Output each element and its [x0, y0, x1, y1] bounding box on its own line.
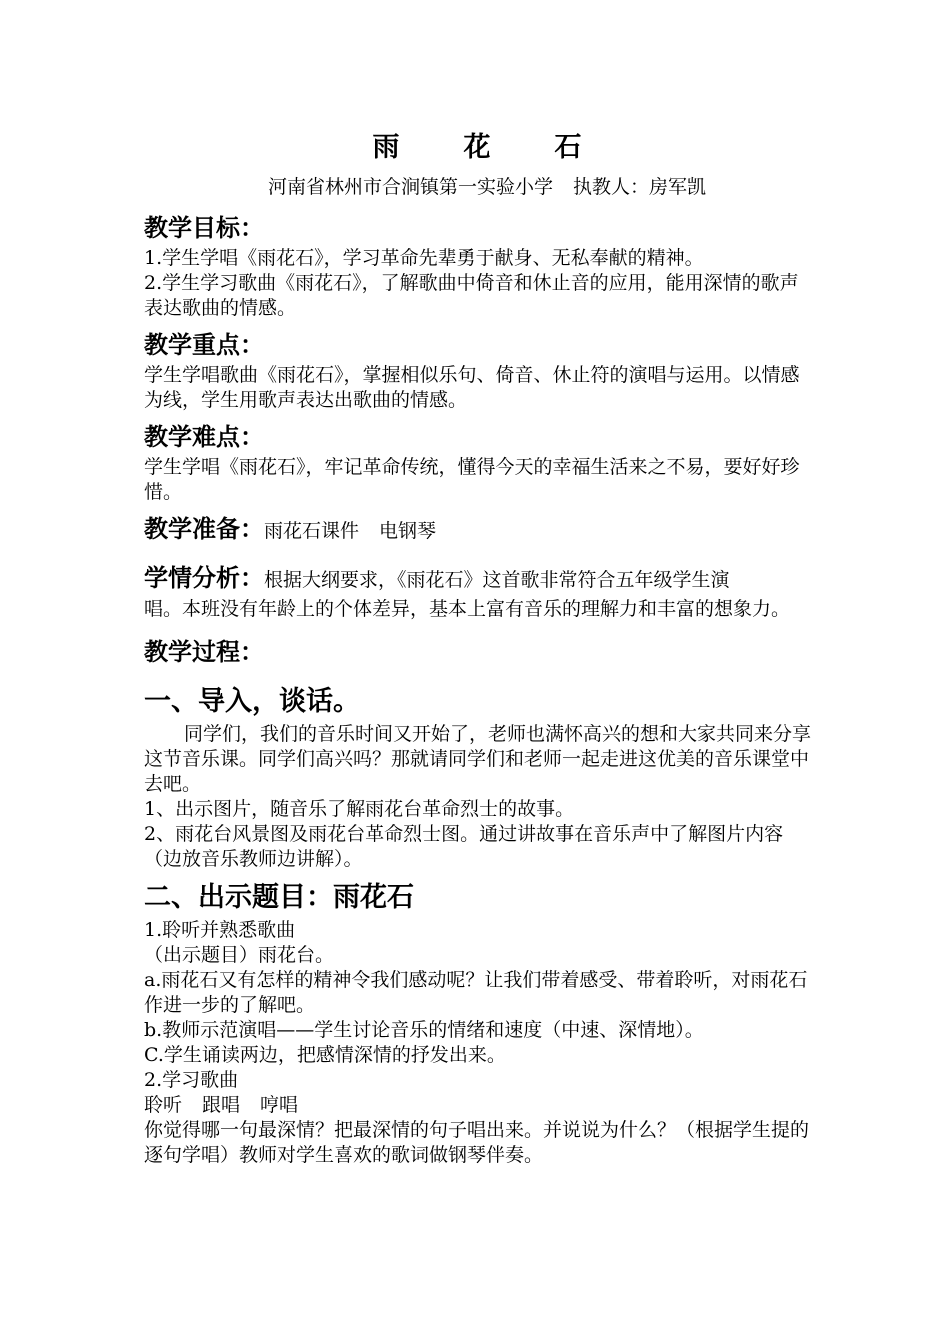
difficulty-heading: 教学难点： [144, 423, 264, 451]
preparation-item-piano: 电钢琴 [379, 520, 437, 542]
part2-line-1: 1.聆听并熟悉歌曲 [144, 919, 296, 941]
process-heading: 教学过程： [144, 638, 264, 666]
goal-item-1: 1.学生学唱《雨花石》，学习革命先辈勇于献身、无私奉献的精神。 [144, 247, 704, 269]
school-name: 河南省林州市合涧镇第一实验小学 [268, 176, 554, 198]
part1-step-1: 1、出示图片，随音乐了解雨花台革命烈士的故事。 [144, 798, 575, 820]
part2-line-2: （出示题目）雨花台。 [144, 944, 335, 966]
document-subtitle [268, 174, 812, 200]
document-page [144, 130, 812, 1168]
part2-methods [144, 1093, 812, 1118]
part2-line-3: a.雨花石又有怎样的精神令我们感动呢？让我们带着感受、带着聆听，对雨花石作进一步的了解吧。 [144, 969, 808, 1016]
part2-line-4: b.教师示范演唱——学生讨论音乐的情绪和速度（中速、深情地）。 [144, 1019, 704, 1041]
title-char-3: 石 [554, 132, 584, 163]
method-listen: 聆听 [144, 1094, 183, 1116]
title-char-2: 花 [463, 132, 493, 163]
goals-heading: 教学目标： [144, 214, 264, 242]
analysis-text-rest: 唱。本班没有年龄上的个体差异，基本上富有音乐的理解力和丰富的想象力。 [144, 598, 791, 620]
method-sing-along: 跟唱 [202, 1094, 241, 1116]
difficulty-text: 学生学唱《雨花石》，牢记革命传统，懂得今天的幸福生活来之不易，要好好珍惜。 [144, 456, 800, 503]
analysis-text-first: 根据大纲要求，《雨花石》这首歌非常符合五年级学生演 [264, 569, 730, 591]
part1-heading: 一、导入，谈话。 [144, 686, 360, 717]
goal-item-2: 2.学生学习歌曲《雨花石》，了解歌曲中倚音和休止音的应用，能用深情的歌声表达歌曲的情感。 [144, 272, 799, 319]
analysis-first-line [144, 561, 812, 597]
preparation-line [144, 511, 812, 549]
focus-text: 学生学唱歌曲《雨花石》，掌握相似乐句、倚音、休止符的演唱与运用。以情感为线，学生用歌声表达出歌曲的情感。 [144, 364, 800, 411]
teacher-name: 执教人：房军凯 [573, 176, 707, 198]
focus-heading: 教学重点： [144, 331, 264, 359]
preparation-item-courseware: 雨花石课件 [264, 520, 360, 542]
preparation-heading: 教学准备： [144, 515, 264, 543]
part1-step-2: 2、雨花台风景图及雨花台革命烈士图。通过讲故事在音乐声中了解图片内容（边放音乐教师边讲解）。 [144, 823, 784, 870]
method-hum: 哼唱 [260, 1094, 299, 1116]
part2-heading: 二、出示题目：雨花石 [144, 882, 414, 913]
document-title [144, 130, 812, 166]
part2-line-5: C.学生诵读两边，把感情深情的抒发出来。 [144, 1044, 506, 1066]
title-char-1: 雨 [372, 132, 402, 163]
part2-line-6: 2.学习歌曲 [144, 1069, 239, 1091]
analysis-heading: 学情分析： [144, 564, 264, 592]
part1-intro: 同学们，我们的音乐时间又开始了，老师也满怀高兴的想和大家共同来分享这节音乐课。同学们高兴吗？那就请同学们和老师一起走进这优美的音乐课堂中去吧。 [144, 723, 812, 795]
part2-closing: 你觉得哪一句最深情？把最深情的句子唱出来。并说说为什么？（根据学生提的逐句学唱）教师对学生喜欢的歌词做钢琴伴奏。 [144, 1119, 810, 1166]
